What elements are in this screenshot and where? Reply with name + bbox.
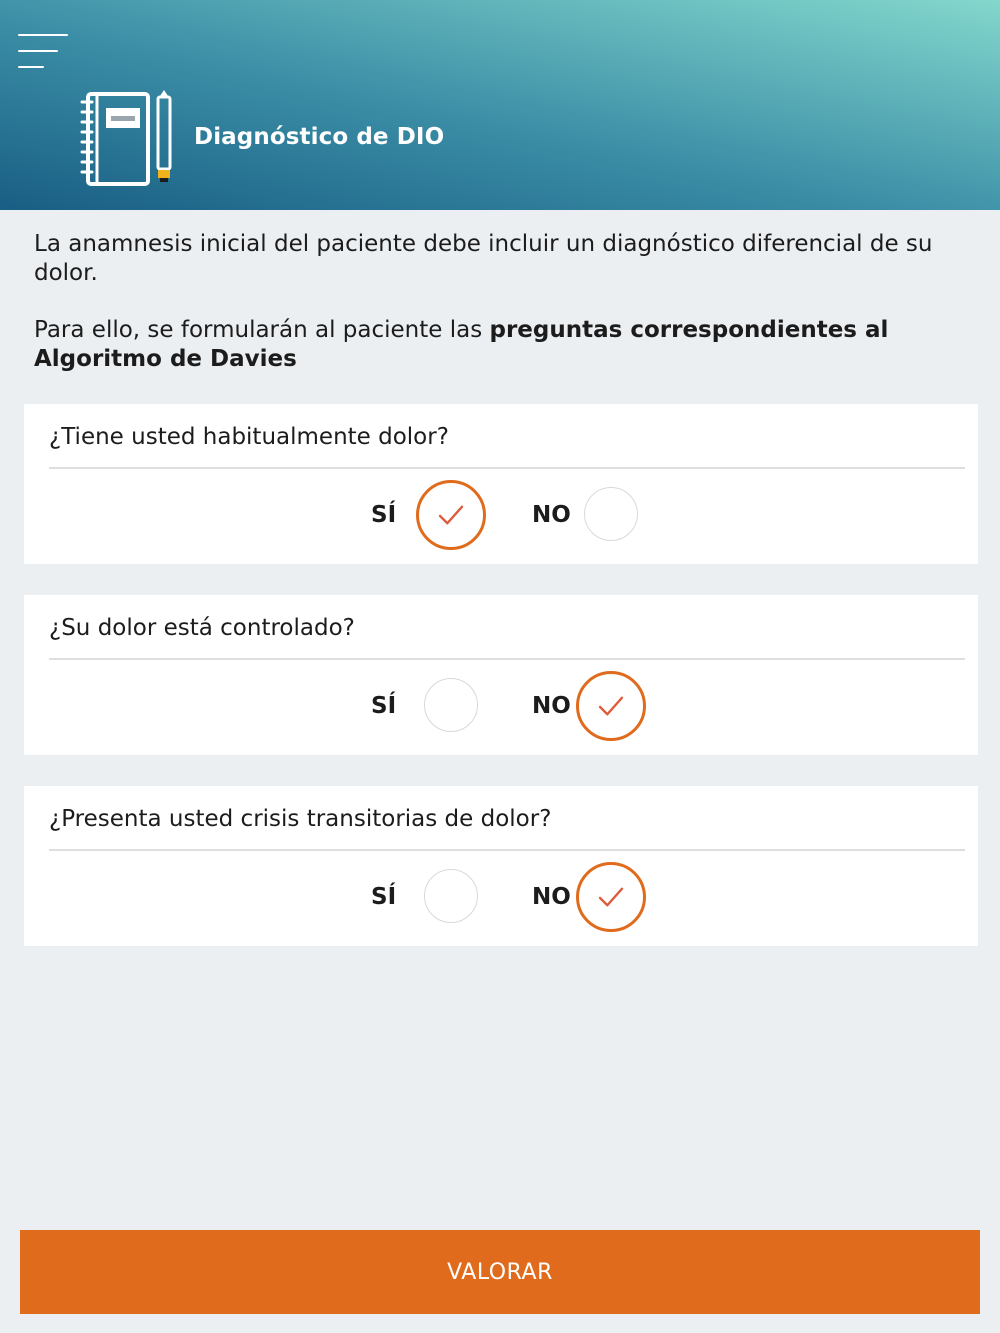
- menu-button[interactable]: [16, 30, 70, 72]
- divider: [49, 849, 965, 851]
- intro-paragraph-2: [34, 316, 974, 374]
- intro-paragraph-2-text: Para ello, se formularán al paciente las: [34, 317, 490, 343]
- no-label: NO: [532, 884, 571, 910]
- no-radio[interactable]: [584, 487, 638, 541]
- question-text: ¿Presenta usted crisis transitorias de dolor?: [49, 806, 552, 832]
- check-icon: [419, 483, 483, 547]
- no-label: NO: [532, 693, 571, 719]
- question-text: ¿Su dolor está controlado?: [49, 615, 355, 641]
- question-text: ¿Tiene usted habitualmente dolor?: [49, 424, 449, 450]
- question-card-3: [24, 786, 978, 946]
- divider: [49, 658, 965, 660]
- intro-paragraph-2-bold: preguntas correspondientes al Algoritmo de Davies: [34, 317, 889, 372]
- intro-text: [34, 230, 974, 374]
- divider: [49, 467, 965, 469]
- intro-paragraph-1: La anamnesis inicial del paciente debe incluir un diagnóstico diferencial de su dolor.: [34, 231, 933, 286]
- yes-radio[interactable]: [424, 678, 478, 732]
- question-card-2: [24, 595, 978, 755]
- check-icon: [579, 674, 643, 738]
- yes-radio[interactable]: [416, 480, 486, 550]
- app-header: [0, 0, 1000, 210]
- question-card-1: [24, 404, 978, 564]
- notebook-pencil-icon: [78, 88, 178, 190]
- page-title: Diagnóstico de DIO: [194, 124, 445, 150]
- check-icon: [425, 679, 477, 731]
- menu-line-bottom: [18, 66, 44, 68]
- check-icon: [579, 865, 643, 929]
- check-icon: [585, 488, 637, 540]
- yes-label: SÍ: [371, 502, 397, 528]
- check-icon: [425, 870, 477, 922]
- yes-label: SÍ: [371, 693, 397, 719]
- menu-line-middle: [18, 50, 58, 52]
- yes-label: SÍ: [371, 884, 397, 910]
- menu-line-top: [18, 34, 68, 36]
- valorar-button[interactable]: VALORAR: [20, 1230, 980, 1314]
- yes-radio[interactable]: [424, 869, 478, 923]
- no-label: NO: [532, 502, 571, 528]
- no-radio[interactable]: [576, 671, 646, 741]
- no-radio[interactable]: [576, 862, 646, 932]
